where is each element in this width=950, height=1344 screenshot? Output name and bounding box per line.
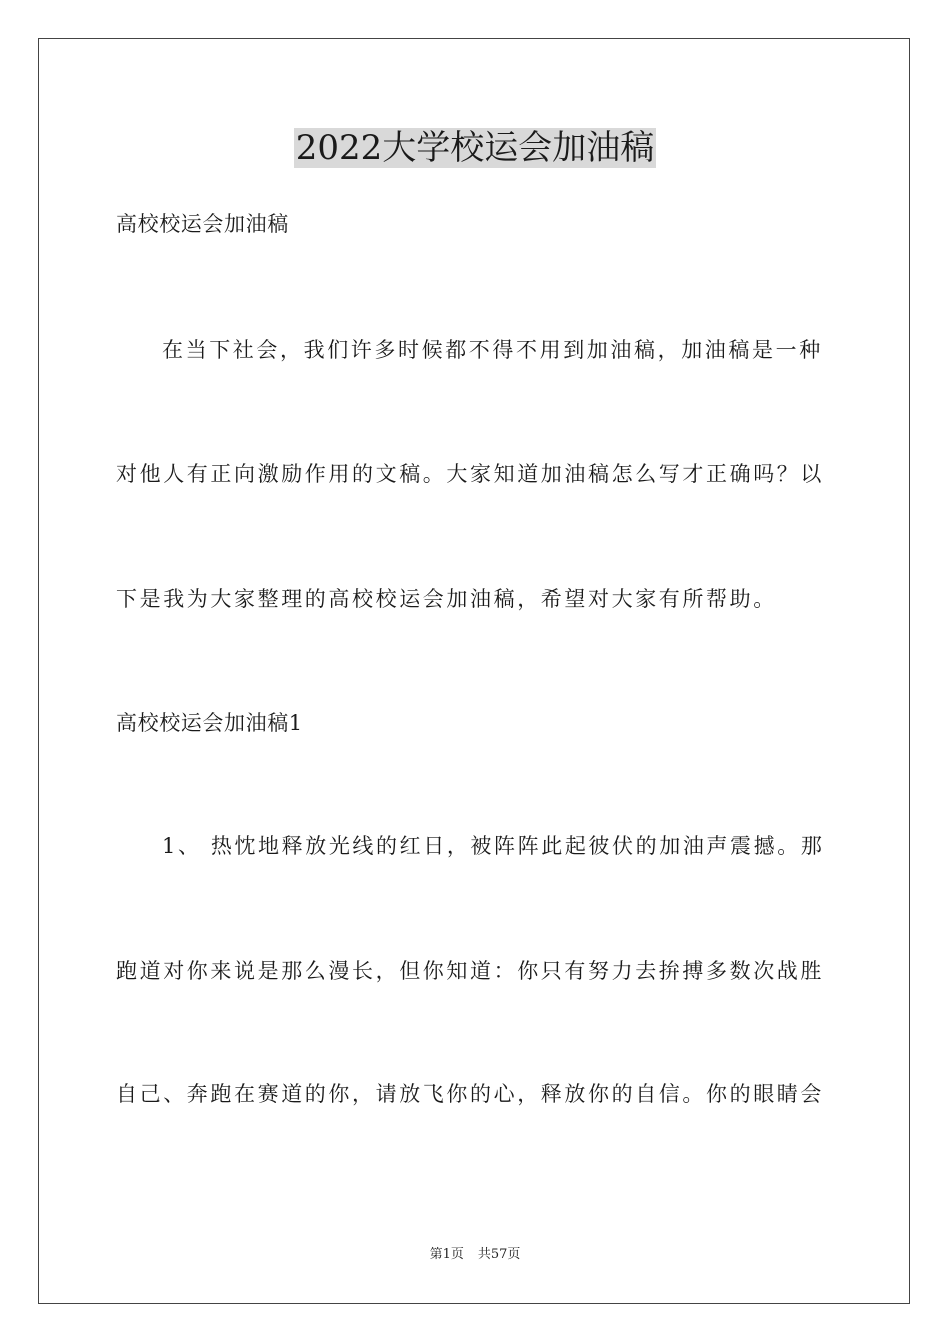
paragraph-line: 在当下社会，我们许多时候都不得不用到加油稿，加油稿是一种 — [162, 338, 823, 362]
section-heading: 高校校运会加油稿1 — [116, 711, 303, 735]
section-heading: 高校校运会加油稿 — [116, 212, 289, 236]
paragraph-line: 跑道对你来说是那么漫长，但你知道：你只有努力去拚搏多数次战胜 — [116, 959, 824, 983]
paragraph-line: 1、 热忱地释放光线的红日，被阵阵此起彼伏的加油声震撼。那 — [162, 834, 825, 858]
page-footer — [0, 1246, 950, 1264]
page-total: 共57页 — [477, 1247, 521, 1262]
page-number: 第1页 — [429, 1247, 464, 1262]
document-title-text: 2022大学校运会加油稿 — [295, 128, 655, 168]
paragraph-line: 自己、奔跑在赛道的你，请放飞你的心，释放你的自信。你的眼睛会 — [116, 1082, 824, 1106]
paragraph-line: 下是我为大家整理的高校校运会加油稿，希望对大家有所帮助。 — [116, 587, 777, 611]
paragraph-line: 对他人有正向激励作用的文稿。大家知道加油稿怎么写才正确吗？以 — [116, 462, 824, 486]
document-title — [0, 126, 950, 170]
